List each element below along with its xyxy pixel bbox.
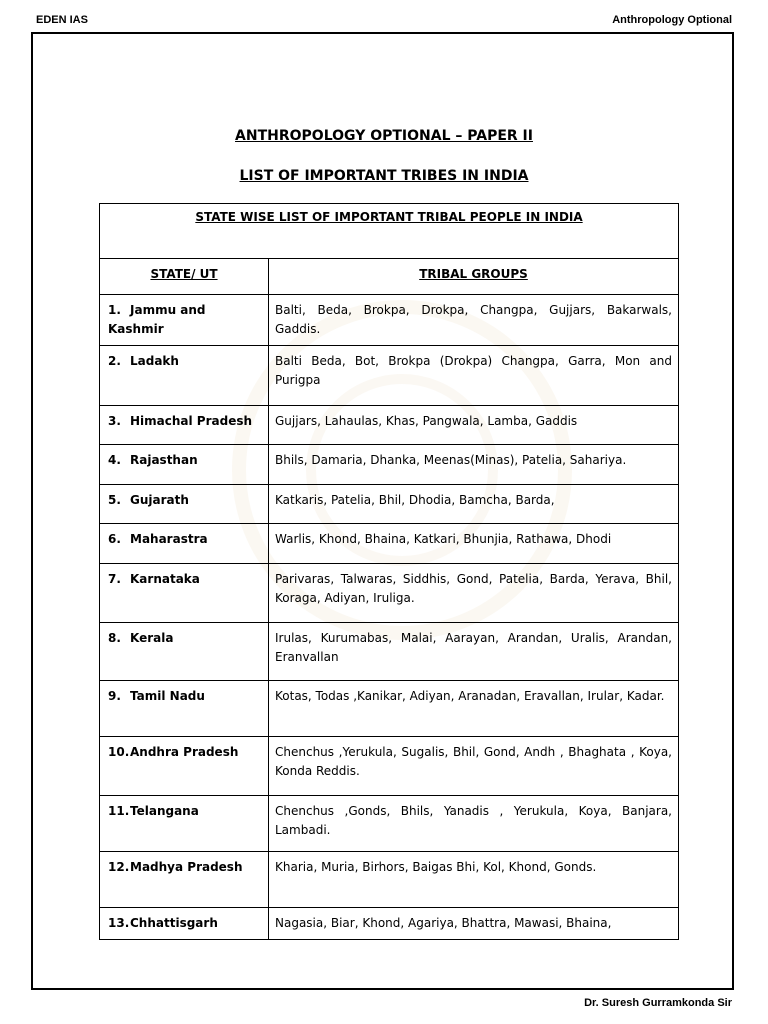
state-name: Andhra Pradesh [130,745,239,759]
tribes-table [99,203,679,940]
row-number: 7. [108,572,121,586]
row-number: 13. [108,916,130,930]
list-title: LIST OF IMPORTANT TRIBES IN INDIA [239,168,529,184]
table-row [100,623,679,681]
row-number: 4. [108,453,121,467]
table-row [100,681,679,737]
state-name: Ladakh [130,354,179,368]
state-name: Telangana [130,804,199,818]
tribal-groups-cell: Nagasia, Biar, Khond, Agariya, Bhattra, Mawasi, Bhaina, [269,908,679,940]
col-header-state: STATE/ UT [100,259,269,295]
row-number: 6. [108,532,121,546]
tribal-groups-cell: Balti Beda, Bot, Brokpa (Drokpa) Changpa, Garra, Mon and Purigpa [269,346,679,406]
state-name: Karnataka [130,572,200,586]
header-left-brand: EDEN IAS [36,14,88,26]
table-caption-row [100,204,679,259]
row-number: 11. [108,804,130,818]
header-right-subject: Anthropology Optional [612,14,732,26]
table-row [100,485,679,524]
row-number: 12. [108,860,130,874]
state-cell [100,681,269,737]
table-row [100,346,679,406]
table-row [100,737,679,796]
tribal-groups-cell: Chenchus ,Gonds, Bhils, Yanadis , Yerukula, Koya, Banjara, Lambadi. [269,796,679,852]
table-row [100,908,679,940]
table-header-row [100,259,679,295]
row-number: 1. [108,303,121,317]
state-cell [100,796,269,852]
state-cell [100,406,269,445]
table-row [100,796,679,852]
tribal-groups-cell: Chenchus ,Yerukula, Sugalis, Bhil, Gond, Andh , Bhaghata , Koya, Konda Reddis. [269,737,679,796]
table-row [100,406,679,445]
table-row [100,524,679,564]
state-name: Rajasthan [130,453,198,467]
tribal-groups-cell: Kotas, Todas ,Kanikar, Adiyan, Aranadan, Eravallan, Irular, Kadar. [269,681,679,737]
state-name: Jammu and Kashmir [108,303,206,336]
state-name: Maharastra [130,532,208,546]
table-row [100,295,679,346]
paper-title: ANTHROPOLOGY OPTIONAL – PAPER II [235,128,533,144]
tribal-groups-cell: Parivaras, Talwaras, Siddhis, Gond, Patelia, Barda, Yerava, Bhil, Koraga, Adiyan, Iruliga. [269,564,679,623]
table-row [100,852,679,908]
tribal-groups-cell: Kharia, Muria, Birhors, Baigas Bhi, Kol, Khond, Gonds. [269,852,679,908]
state-cell [100,295,269,346]
state-cell [100,564,269,623]
col-header-tribes: TRIBAL GROUPS [269,259,679,295]
state-name: Madhya Pradesh [130,860,243,874]
tribal-groups-cell: Irulas, Kurumabas, Malai, Aarayan, Arandan, Uralis, Arandan, Eranvallan [269,623,679,681]
state-cell [100,852,269,908]
row-number: 3. [108,414,121,428]
footer-author: Dr. Suresh Gurramkonda Sir [584,997,732,1009]
table-caption: STATE WISE LIST OF IMPORTANT TRIBAL PEOPLE IN INDIA [100,204,679,259]
state-name: Gujarath [130,493,189,507]
table-row [100,445,679,485]
row-number: 8. [108,631,121,645]
state-name: Himachal Pradesh [130,414,253,428]
row-number: 9. [108,689,121,703]
state-cell [100,908,269,940]
state-name: Chhattisgarh [130,916,218,930]
state-name: Kerala [130,631,174,645]
tribal-groups-cell: Bhils, Damaria, Dhanka, Meenas(Minas), Patelia, Sahariya. [269,445,679,485]
row-number: 2. [108,354,121,368]
tribal-groups-cell: Balti, Beda, Brokpa, Drokpa, Changpa, Gujjars, Bakarwals, Gaddis. [269,295,679,346]
tribal-groups-cell: Warlis, Khond, Bhaina, Katkari, Bhunjia, Rathawa, Dhodi [269,524,679,564]
row-number: 5. [108,493,121,507]
state-cell [100,737,269,796]
tribal-groups-cell: Gujjars, Lahaulas, Khas, Pangwala, Lamba, Gaddis [269,406,679,445]
state-name: Tamil Nadu [130,689,205,703]
state-cell [100,524,269,564]
row-number: 10. [108,745,130,759]
state-cell [100,346,269,406]
state-cell [100,623,269,681]
tribal-groups-cell: Katkaris, Patelia, Bhil, Dhodia, Bamcha, Barda, [269,485,679,524]
state-cell [100,445,269,485]
state-cell [100,485,269,524]
table-row [100,564,679,623]
